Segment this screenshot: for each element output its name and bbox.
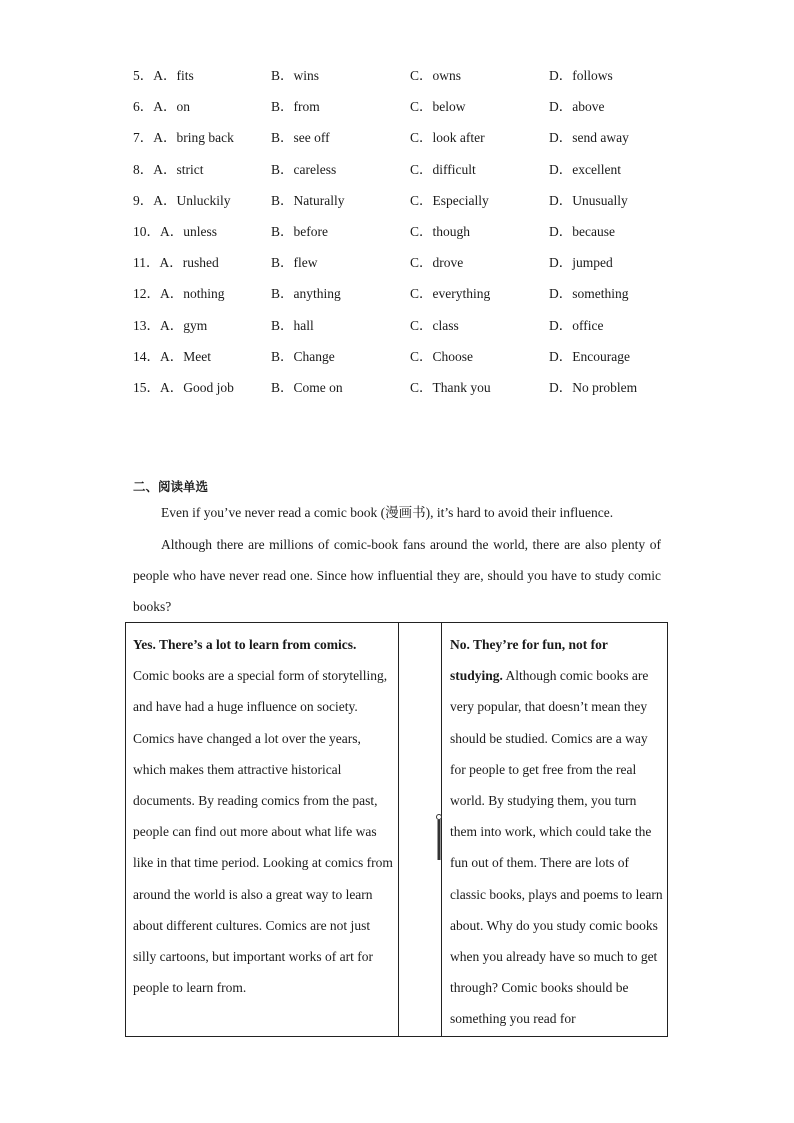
option-c: C．Especially bbox=[410, 192, 489, 208]
option-row bbox=[133, 376, 693, 407]
section-title: 二、阅读单选 bbox=[133, 479, 209, 494]
option-d: D．No problem bbox=[549, 379, 638, 395]
option-c: C．difficult bbox=[410, 161, 476, 177]
option-d: D．Unusually bbox=[549, 192, 628, 208]
option-b: B．before bbox=[271, 223, 328, 239]
no-body: Although comic books are very popular, that doesn’t mean they should be studied. Comics are a way for people to get free from the real world. By studying them, you turn them into work, which could take the fun out of them. There are lots of classic books, plays and poems to learn about. Why do you study comic books when you already have so much to get through? Comic books should be something you read for bbox=[450, 668, 663, 1027]
option-b: B．flew bbox=[271, 255, 318, 271]
option-b: B．wins bbox=[271, 68, 320, 83]
option-row bbox=[133, 95, 693, 126]
option-b: B．Naturally bbox=[271, 192, 345, 208]
option-d: D．follows bbox=[549, 68, 613, 83]
option-c: C．drove bbox=[410, 255, 464, 271]
option-b: B．careless bbox=[271, 161, 337, 177]
option-d: D．above bbox=[549, 99, 605, 115]
option-row bbox=[133, 314, 693, 345]
option-a: 6．A．on bbox=[133, 99, 190, 115]
option-c: C．though bbox=[410, 223, 471, 239]
option-c: C．owns bbox=[410, 68, 462, 83]
option-c: C．class bbox=[410, 317, 459, 333]
option-row bbox=[133, 158, 693, 189]
option-row bbox=[133, 189, 693, 220]
intro-paragraph: Even if you’ve never read a comic book (漫画书), it’s hard to avoid their influence. bbox=[161, 505, 614, 520]
option-b: B．anything bbox=[271, 286, 341, 302]
option-d: D．office bbox=[549, 317, 604, 333]
option-b: B．from bbox=[271, 99, 320, 115]
option-row bbox=[133, 126, 693, 157]
yes-body: Comic books are a special form of storytelling, and have had a huge influence on society. Comics have changed a lot over the years, which makes them attractive historical documents. By reading comics from the past, people can find out more about what life was like in that time period. Looking at comics from around the world is also a great way to learn about different cultures. Comics are not just silly cartoons, but important works of art for people to learn from. bbox=[133, 668, 393, 996]
option-a: 5．A．fits bbox=[133, 68, 194, 83]
option-a: 10．A．unless bbox=[133, 223, 217, 239]
option-c: C．below bbox=[410, 99, 466, 115]
option-a: 13．A．gym bbox=[133, 317, 208, 333]
debate-table bbox=[125, 622, 668, 1037]
option-d: D．something bbox=[549, 286, 629, 302]
option-a: 15．A．Good job bbox=[133, 379, 234, 395]
table-cell-divider bbox=[399, 623, 442, 1036]
option-d: D．jumped bbox=[549, 255, 613, 271]
option-d: D．send away bbox=[549, 130, 629, 146]
table-cell-no bbox=[442, 623, 667, 1036]
answer-options-list bbox=[133, 64, 693, 407]
yes-heading: Yes. There’s a lot to learn from comics. bbox=[133, 637, 357, 652]
option-a: 9．A．Unluckily bbox=[133, 192, 231, 208]
option-c: C．look after bbox=[410, 130, 485, 146]
option-b: B．hall bbox=[271, 317, 314, 333]
option-a: 7．A．bring back bbox=[133, 130, 234, 146]
option-row bbox=[133, 251, 693, 282]
option-a: 12．A．nothing bbox=[133, 286, 225, 302]
option-a: 11．A．rushed bbox=[133, 255, 219, 271]
option-c: C．everything bbox=[410, 286, 491, 302]
option-b: B．Come on bbox=[271, 379, 343, 395]
option-row bbox=[133, 220, 693, 251]
option-d: D．excellent bbox=[549, 161, 621, 177]
option-c: C．Thank you bbox=[410, 379, 491, 395]
option-d: D．Encourage bbox=[549, 348, 630, 364]
option-b: B．Change bbox=[271, 348, 335, 364]
option-b: B．see off bbox=[271, 130, 330, 146]
no-heading: No. They’re for fun, not for studying. bbox=[450, 637, 608, 684]
question-paragraph: Although there are millions of comic-book fans around the world, there are also plenty of people who have never read one. Since how influential they are, should you have to study comic books? bbox=[133, 537, 661, 614]
option-a: 14．A．Meet bbox=[133, 348, 211, 364]
option-row bbox=[133, 345, 693, 376]
option-row bbox=[133, 64, 693, 95]
option-c: C．Choose bbox=[410, 348, 474, 364]
option-a: 8．A．strict bbox=[133, 161, 204, 177]
table-cell-yes bbox=[126, 623, 399, 1036]
option-d: D．because bbox=[549, 223, 615, 239]
option-row bbox=[133, 282, 693, 313]
